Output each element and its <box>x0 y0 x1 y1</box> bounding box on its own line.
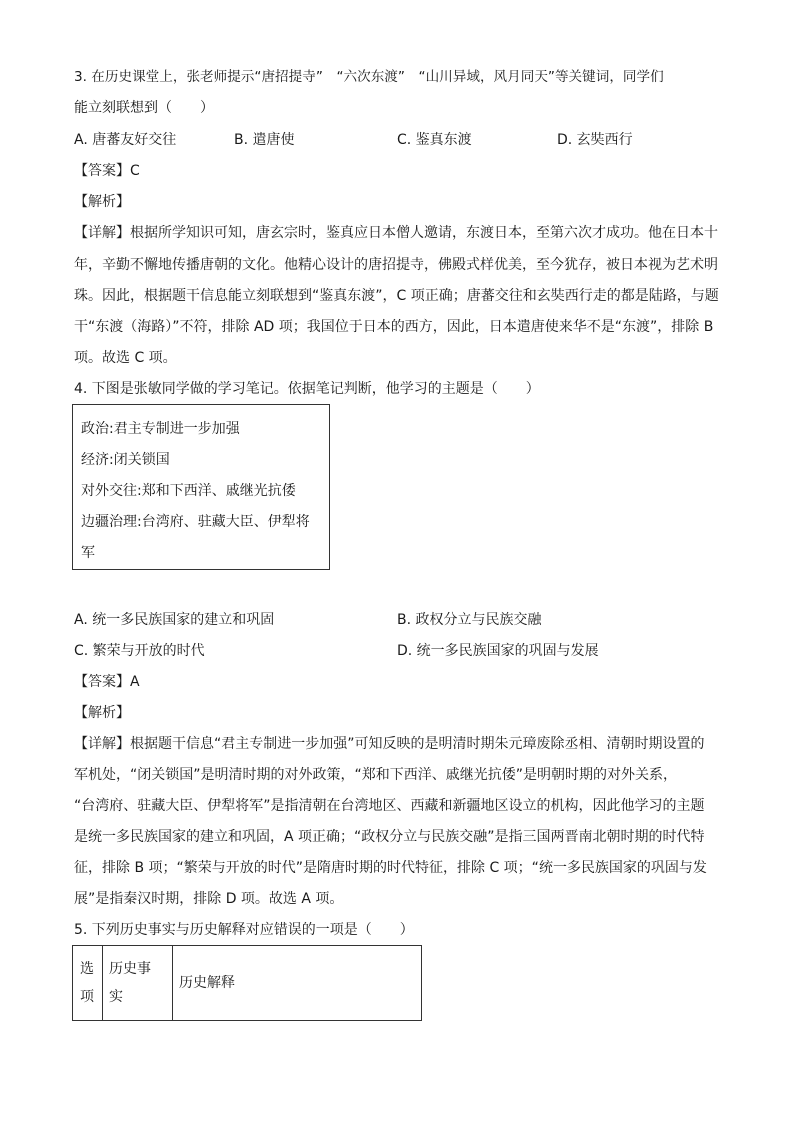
q3-detail-line2: 年，辛勤不懈地传播唐朝的文化。他精心设计的唐招提寺，佛殿式样优美，至今犹存，被日本视为艺术明 <box>74 257 718 273</box>
note-foreign-relations: 对外交往:郑和下西洋、戚继光抗倭 <box>81 483 296 499</box>
q4-stem: 4. 下图是张敏同学做的学习笔记。依据笔记判断，他学习的主题是（ ） <box>74 381 540 397</box>
q3-option-a: A. 唐蕃友好交往 <box>74 132 177 148</box>
note-frontier-governance: 边疆治理:台湾府、驻藏大臣、伊犁将 <box>81 514 310 530</box>
q5-stem: 5. 下列历史事实与历史解释对应错误的一项是（ ） <box>74 922 414 938</box>
q4-option-b: B. 政权分立与民族交融 <box>397 612 542 628</box>
note-frontier-governance-cont: 军 <box>81 545 95 561</box>
table-header-row <box>73 946 422 1021</box>
q3-detail-line3: 珠。因此，根据题干信息能立刻联想到“鉴真东渡”，C 项正确；唐蕃交往和玄奘西行走的都是陆路，与题 <box>74 288 719 304</box>
q3-detail-line5: 项。故选 C 项。 <box>74 350 177 366</box>
q4-detail-line4: 是统一多民族国家的建立和巩固，A 项正确；“政权分立与民族交融”是指三国两晋南北朝时期的时代特 <box>74 829 705 845</box>
q3-option-b: B. 遣唐使 <box>234 132 295 148</box>
q4-detail-line6: 展”是指秦汉时期，排除 D 项。故选 A 项。 <box>74 891 344 907</box>
header-option-line1: 选 <box>80 961 94 977</box>
header-fact-line2: 实 <box>109 989 123 1005</box>
detail-tag: 【详解】 <box>74 225 130 241</box>
q4-option-a: A. 统一多民族国家的建立和巩固 <box>74 612 275 628</box>
detail-text: 根据题干信息“君主专制进一步加强”可知反映的是明清时期朱元璋废除丞相、清朝时期设置的 <box>130 736 705 752</box>
header-option-line2: 项 <box>80 989 94 1005</box>
q5-table <box>72 945 422 1021</box>
q3-detail-line4: 干“东渡（海路）”不符，排除 AD 项；我国位于日本的西方，因此，日本遣唐使来华不是“东渡”，排除 B <box>74 319 714 335</box>
answer-value: A <box>130 674 140 690</box>
answer-value: C <box>130 163 140 179</box>
answer-tag: 【答案】 <box>74 163 130 179</box>
note-economy: 经济:闭关锁国 <box>81 452 170 468</box>
q3-option-d: D. 玄奘西行 <box>557 132 633 148</box>
header-option <box>73 946 103 1021</box>
q4-answer <box>74 673 140 691</box>
header-explanation: 历史解释 <box>173 946 422 1021</box>
q3-stem-line2: 能立刻联想到（ ） <box>74 100 214 116</box>
q3-stem-line1: 3. 在历史课堂上，张老师提示“唐招提寺” “六次东渡” “山川异域，风月同天”等关键词，同学们 <box>74 69 664 85</box>
note-politics: 政治:君主专制进一步加强 <box>81 421 240 437</box>
q4-detail-line3: “台湾府、驻藏大臣、伊犁将军”是指清朝在台湾地区、西藏和新疆地区设立的机构，因此他学习的主题 <box>74 798 705 814</box>
q4-detail-line1 <box>74 735 705 753</box>
header-fact <box>103 946 173 1021</box>
q4-detail-line5: 征，排除 B 项；“繁荣与开放的时代”是隋唐时期的时代特征，排除 C 项；“统一多民族国家的巩固与发 <box>74 860 707 876</box>
study-notes-box <box>72 404 330 570</box>
q4-option-d: D. 统一多民族国家的巩固与发展 <box>397 643 599 659</box>
header-fact-line1: 历史事 <box>109 961 151 977</box>
q3-option-c: C. 鉴真东渡 <box>397 132 472 148</box>
q4-analysis-tag: 【解析】 <box>74 705 130 721</box>
q4-detail-line2: 军机处，“闭关锁国”是明清时期的对外政策，“郑和下西洋、戚继光抗倭”是明朝时期的对外关系， <box>74 767 678 783</box>
detail-text: 根据所学知识可知，唐玄宗时，鉴真应日本僧人邀请，东渡日本，至第六次才成功。他在日本十 <box>130 225 718 241</box>
answer-tag: 【答案】 <box>74 674 130 690</box>
q4-option-c: C. 繁荣与开放的时代 <box>74 643 205 659</box>
q3-answer <box>74 162 140 180</box>
detail-tag: 【详解】 <box>74 736 130 752</box>
q3-analysis-tag: 【解析】 <box>74 194 130 210</box>
q3-detail-line1 <box>74 224 718 242</box>
